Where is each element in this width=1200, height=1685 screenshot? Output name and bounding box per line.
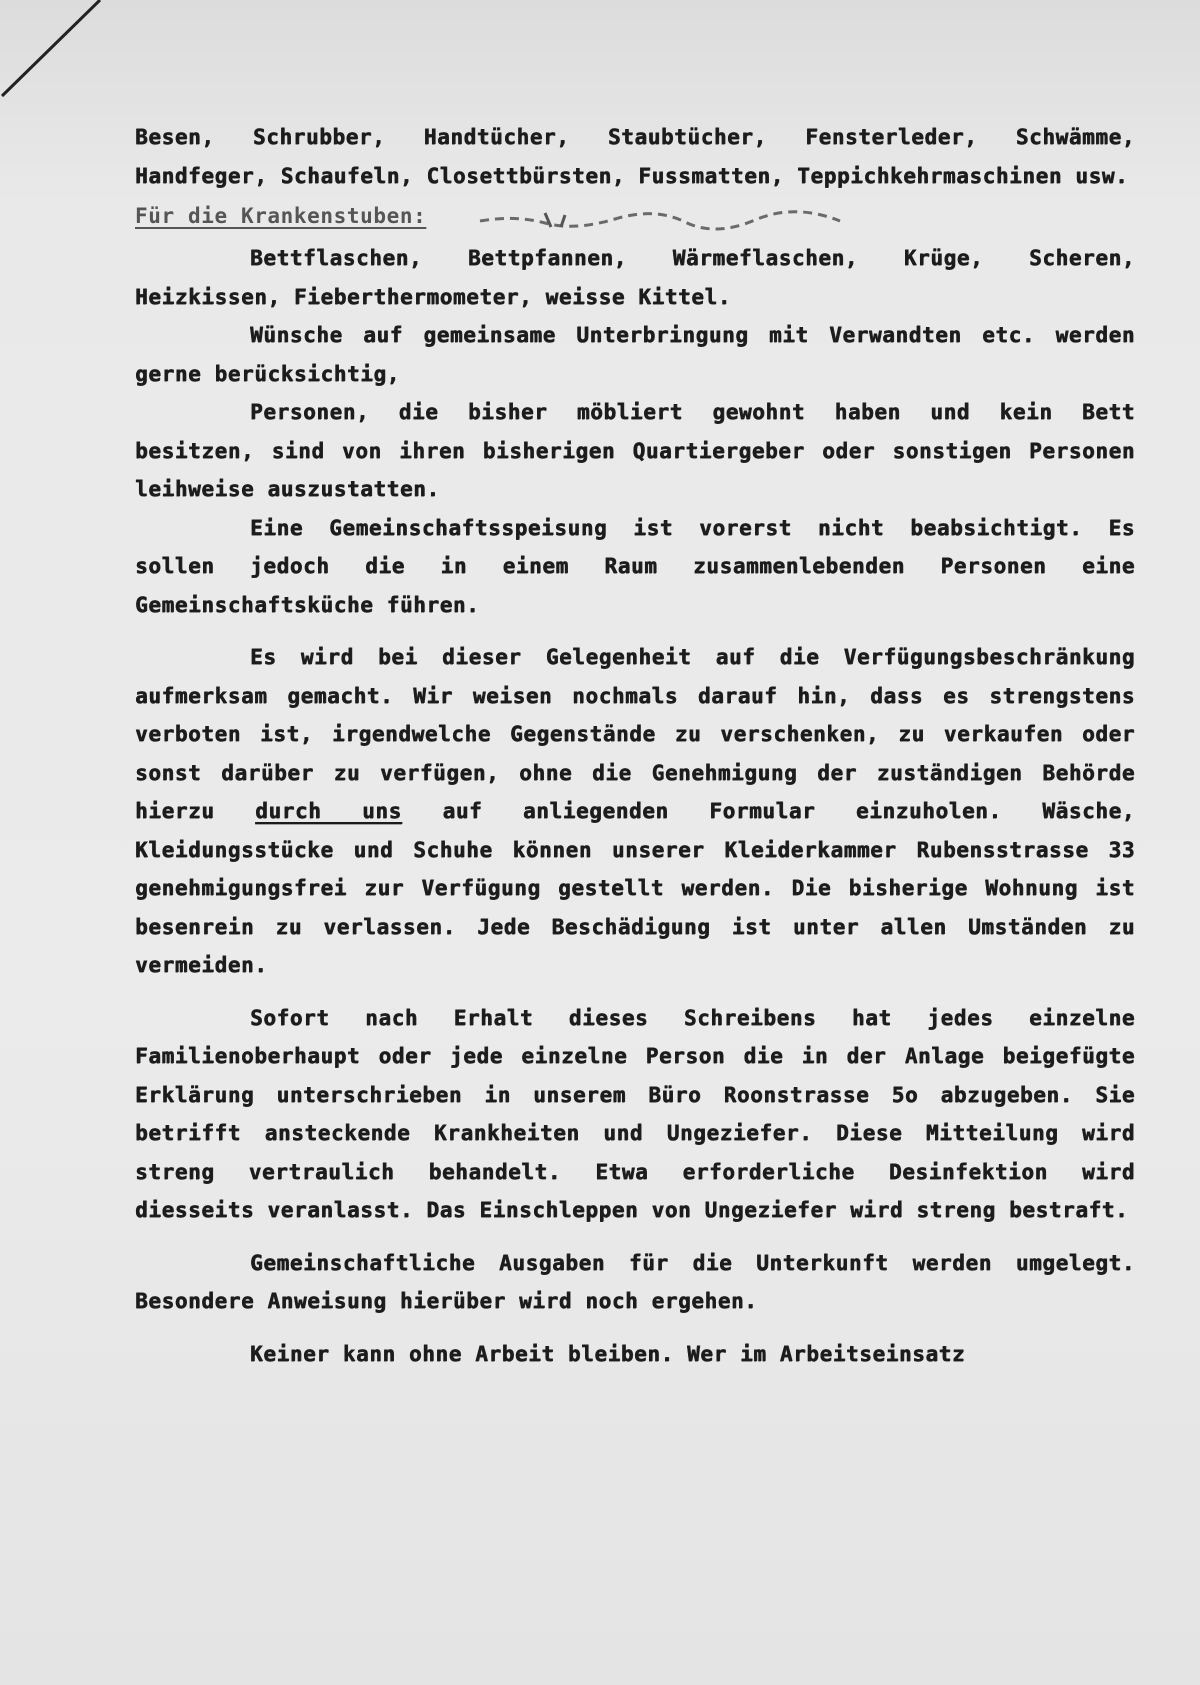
paragraph-furnished-persons: Personen, die bisher möbliert gewohnt haben und kein Bett besitzen, sind von ihren bisherigen Quartiergeber oder sonstigen Personen leihweise auszustatten. (135, 400, 1135, 501)
disposal-underlined-text: durch uns (255, 799, 402, 823)
paragraph-cleaning-items: Besen, Schrubber, Handtücher, Staubtücher, Fensterleder, Schwämme, Handfeger, Schaufeln, Closettbürsten, Fussmatten, Teppichkehrmaschinen usw. (135, 125, 1135, 188)
pen-stroke-mark (0, 0, 120, 120)
paragraph-communal-meals: Eine Gemeinschaftsspeisung ist vorerst nicht beabsichtigt. Es sollen jedoch die in einem Raum zusammenlebenden Personen eine Gemeinschaftsküche führen. (135, 515, 1135, 617)
paragraph-declaration: Sofort nach Erhalt dieses Schreibens hat jedes einzelne Familienoberhaupt oder jede einzelne Person die in der Anlage beigefügte Erklärung unterschrieben in unserem Büro Roonstrasse 5o abzugeben. Sie betrifft ansteckende Krankheiten und Ungeziefer. Diese Mitteilung wird streng vertraulich behandelt. Etwa erforderliche Desinfektion wird diesseits veranlasst. Das Einschleppen von Ungeziefer wird streng bestraft. (135, 1005, 1135, 1222)
sickroom-heading-line (135, 197, 1135, 235)
ink-smudge (475, 207, 845, 233)
paragraph-sickroom-items: Bettflaschen, Bettpfannen, Wärmeflaschen, Krüge, Scheren, Heizkissen, Fieberthermometer, weisse Kittel. (135, 246, 1135, 309)
paragraph-work: Keiner kann ohne Arbeit bleiben. Wer im Arbeitseinsatz (250, 1341, 966, 1366)
disposal-text-part-2: auf anliegenden Formular einzuholen. Wäsche, Kleidungsstücke und Schuhe können unserer Kleiderkammer Rubensstrasse 33 genehmigungsfrei zur Verfügung gestellt werden. Die bisherige Wohnung ist besenrein zu verlassen. Jede Beschädigung ist unter allen Umständen zu vermeiden. (135, 799, 1135, 977)
paragraph-shared-expenses: Gemeinschaftliche Ausgaben für die Unterkunft werden umgelegt. Besondere Anweisung hierüber wird noch ergehen. (135, 1250, 1135, 1313)
paragraph-accommodation-wishes: Wünsche auf gemeinsame Unterbringung mit Verwandten etc. werden gerne berücksichtig, (135, 323, 1135, 386)
typescript-body (135, 118, 1135, 1373)
sickroom-heading: Für die Krankenstuben: (135, 204, 427, 228)
paragraph-disposal-restriction (135, 638, 1135, 985)
disposal-text-part-1: Es wird bei dieser Gelegenheit auf die Verfügungsbeschränkung aufmerksam gemacht. Wir weisen nochmals darauf hin, dass es strengstens verboten ist, irgendwelche Gegenstände zu verschenken, zu verkaufen oder sonst darüber zu verfügen, ohne die Genehmigung der zuständigen Behörde hierzu (135, 645, 1135, 823)
